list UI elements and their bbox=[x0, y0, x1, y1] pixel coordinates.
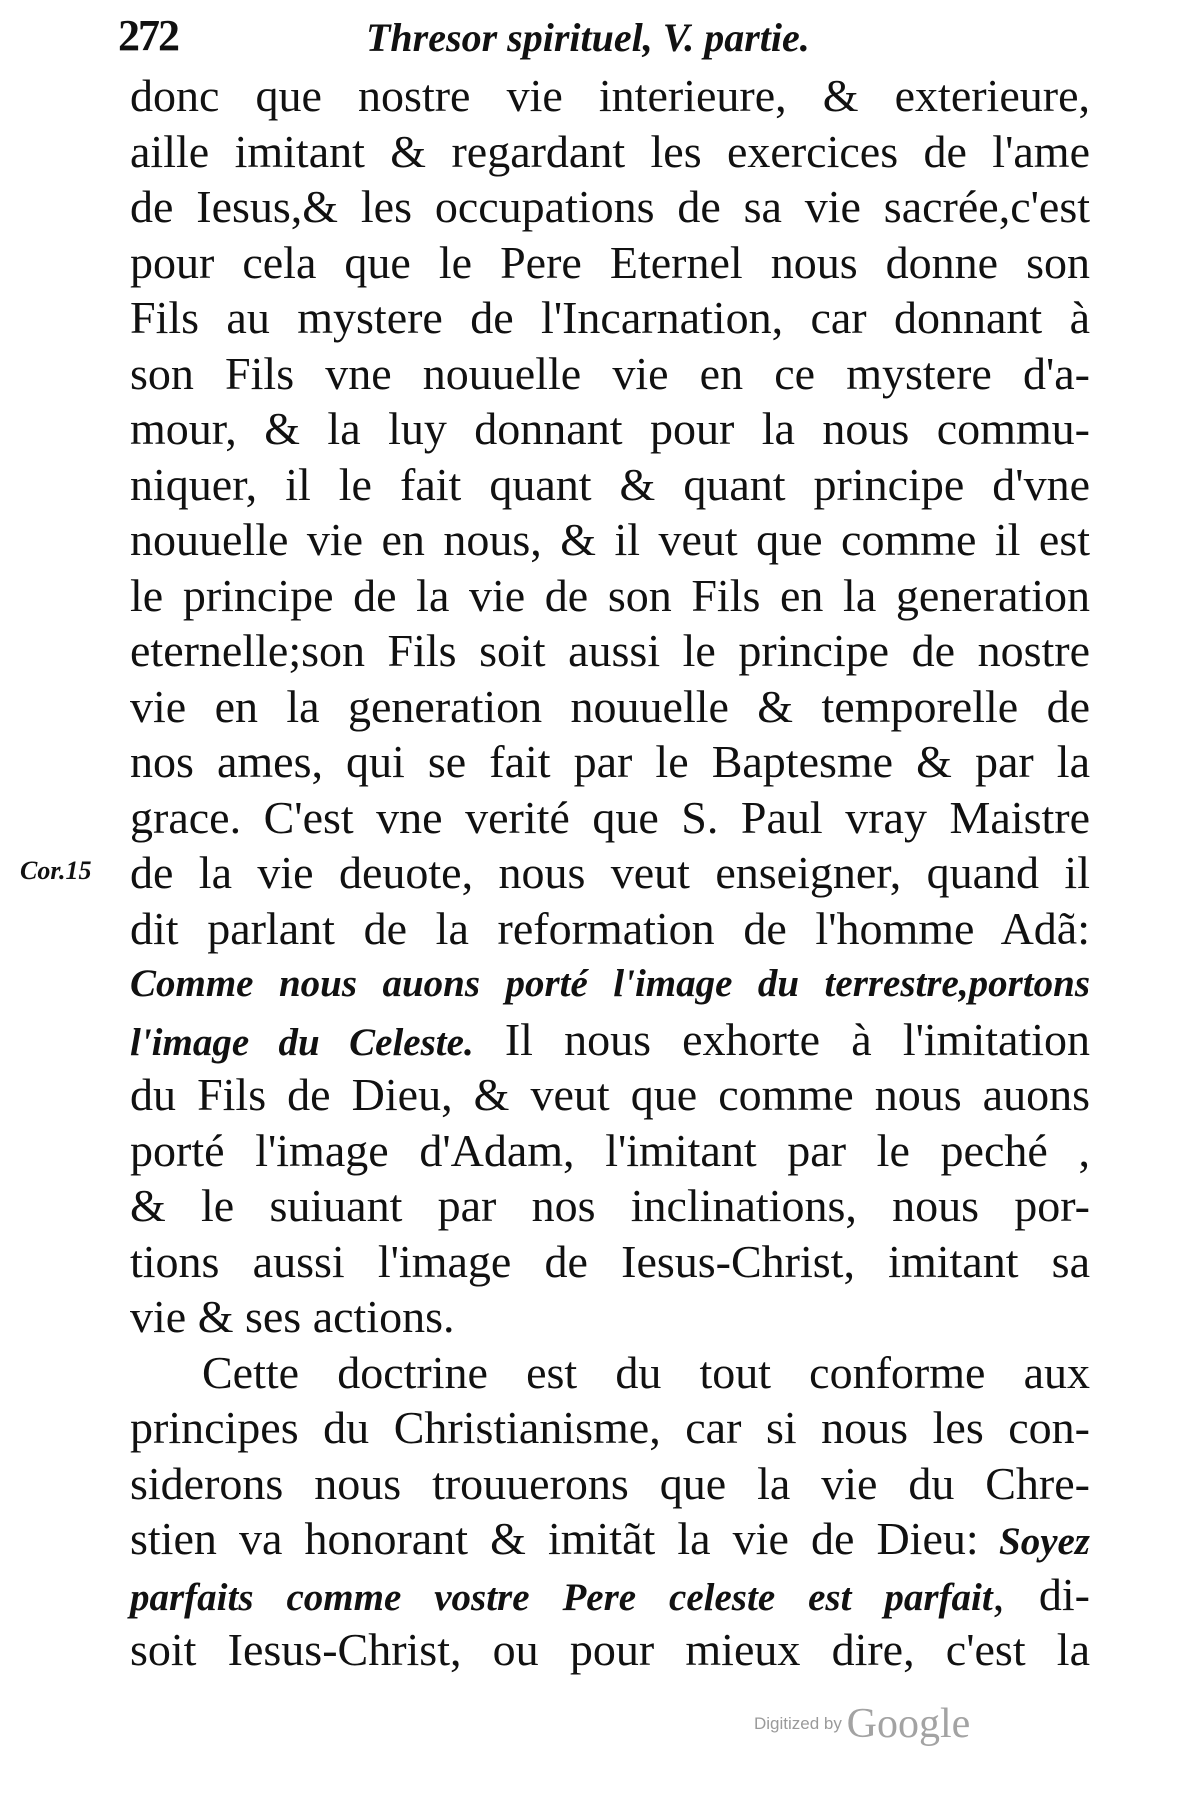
scripture-quote-end: l'image du Celeste. bbox=[130, 1020, 474, 1064]
text-line: vie & ses actions. bbox=[130, 1291, 455, 1342]
google-logo-text: Google bbox=[846, 1701, 971, 1747]
text-line: tions aussi l'image de Iesus-Christ, imitant sa bbox=[130, 1235, 1090, 1287]
margin-note: Cor.15 bbox=[20, 856, 92, 885]
text-line: du Fils de Dieu, & veut que comme nous auons bbox=[130, 1069, 1090, 1120]
body-text bbox=[130, 68, 1090, 1678]
text-line: de la vie deuote, nous veut enseigner, quand il bbox=[130, 847, 1090, 898]
text-line: siderons nous trouuerons que la vie du Chre- bbox=[130, 1457, 1090, 1509]
text-line bbox=[130, 1012, 1090, 1068]
text-line: le principe de la vie de son Fils en la generation bbox=[130, 569, 1090, 621]
running-title: Thresor spirituel, V. partie. bbox=[366, 15, 810, 60]
text-span: Il nous exhorte à l'imitation bbox=[473, 1013, 1090, 1065]
digitized-by-google-watermark bbox=[754, 1700, 970, 1748]
text-line: soit Iesus-Christ, ou pour mieux dire, c'est la bbox=[130, 1624, 1090, 1675]
text-span: stien va honorant & imitãt la vie de Dieu: bbox=[130, 1513, 979, 1564]
watermark-prefix: Digitized by bbox=[754, 1714, 847, 1733]
text-line bbox=[130, 1511, 1090, 1567]
text-line: nouuelle vie en nous, & il veut que comme il est bbox=[130, 514, 1090, 565]
text-line: grace. C'est vne verité que S. Paul vray Maistre bbox=[130, 791, 1090, 843]
text-line: vie en la generation nouuelle & temporelle de bbox=[130, 680, 1090, 732]
running-head bbox=[118, 10, 1078, 70]
text-span: , di- bbox=[992, 1568, 1090, 1620]
text-line: principes du Christianisme, car si nous les con- bbox=[130, 1402, 1090, 1453]
text-line bbox=[130, 1567, 1090, 1623]
text-line: eternelle;son Fils soit aussi le principe de nostre bbox=[130, 625, 1090, 676]
text-line: Cette doctrine est du tout conforme aux bbox=[202, 1346, 1090, 1398]
text-line: donc que nostre vie interieure, & exterieure, bbox=[130, 70, 1090, 121]
scripture-quote-start: Soyez bbox=[978, 1520, 1090, 1563]
text-line: dit parlant de la reformation de l'homme Adã: bbox=[130, 902, 1090, 954]
text-line: nos ames, qui se fait par le Baptesme & par la bbox=[130, 736, 1090, 787]
text-line: de Iesus,& les occupations de sa vie sacrée,c'est bbox=[130, 181, 1090, 232]
scripture-quote-line: Comme nous auons porté l'image du terrestre,portons bbox=[130, 962, 1090, 1005]
scripture-quote-line: parfaits comme vostre Pere celeste est parfait bbox=[130, 1575, 993, 1619]
text-line: niquer, il le fait quant & quant principe d'vne bbox=[130, 458, 1090, 510]
text-line: aille imitant & regardant les exercices de l'ame bbox=[130, 125, 1090, 177]
text-line: porté l'image d'Adam, l'imitant par le peché , bbox=[130, 1124, 1090, 1176]
page-number: 272 bbox=[118, 11, 178, 60]
text-line: pour cela que le Pere Eternel nous donne son bbox=[130, 236, 1090, 288]
text-line: son Fils vne nouuelle vie en ce mystere d'a- bbox=[130, 347, 1090, 399]
text-line: mour, & la luy donnant pour la nous commu- bbox=[130, 403, 1090, 454]
text-line: & le suiuant par nos inclinations, nous por- bbox=[130, 1180, 1090, 1231]
text-line: Fils au mystere de l'Incarnation, car donnant à bbox=[130, 292, 1090, 343]
